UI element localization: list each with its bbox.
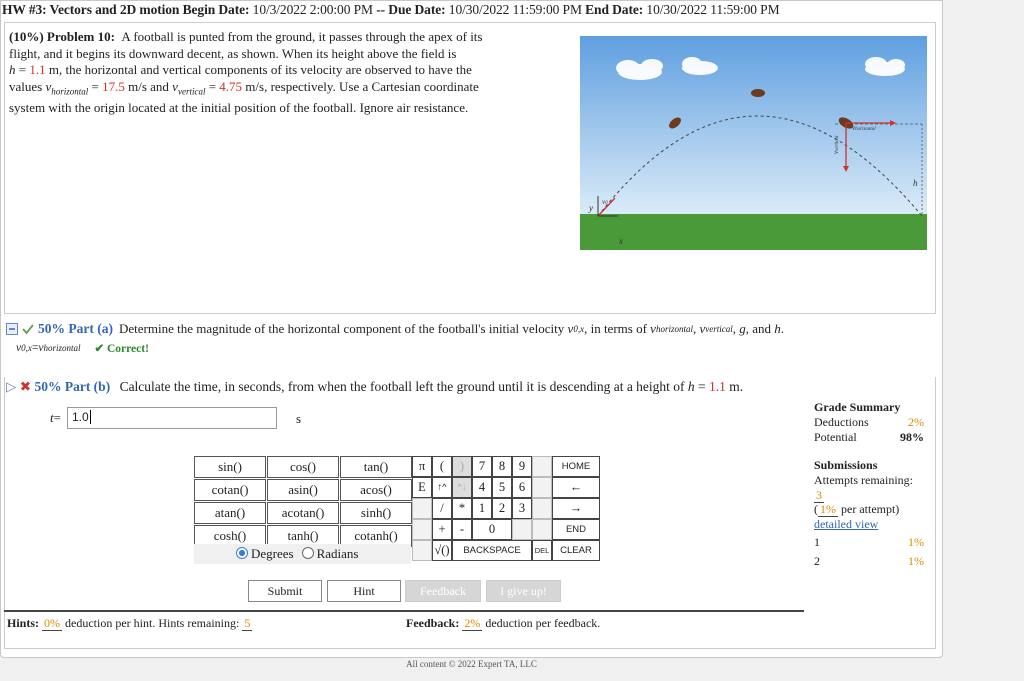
answer-row: t = 1.0 — [50, 406, 277, 430]
svg-text:vvertical: vvertical — [832, 135, 840, 154]
clear-key[interactable]: CLEAR — [552, 540, 600, 561]
pad-spacer — [412, 498, 432, 519]
problem-container — [4, 22, 936, 314]
cosh-button[interactable]: cosh() — [194, 525, 266, 547]
atan-button[interactable]: atan() — [194, 502, 266, 524]
subscript-key[interactable]: ^↓ — [452, 477, 472, 498]
submit-button[interactable]: Submit — [248, 580, 322, 602]
part-a-answer: v 0,x = v horizontal ✔ Correct! — [16, 342, 149, 355]
give-up-button[interactable]: I give up! — [486, 580, 561, 602]
cross-icon: ✖ — [19, 379, 32, 394]
pad-spacer — [412, 519, 432, 540]
multiply-key[interactable]: * — [452, 498, 472, 519]
svg-text:y: y — [589, 203, 593, 213]
hints-bar: Hints: 0% deduction per hint. Hints remaining: 5 — [4, 610, 404, 646]
detailed-view-link[interactable]: detailed view — [814, 516, 879, 531]
feedback-bar: Feedback: 2% deduction per feedback. — [404, 610, 804, 646]
degrees-radio[interactable]: Degrees — [236, 546, 294, 562]
svg-text:vhorizontal: vhorizontal — [852, 124, 876, 132]
expand-icon[interactable]: ▷ — [6, 379, 17, 394]
cotan-button[interactable]: cotan() — [194, 479, 266, 501]
pad-spacer — [512, 519, 532, 540]
left-arrow-key[interactable]: ← — [552, 477, 600, 498]
key-7[interactable]: 7 — [472, 456, 492, 477]
pad-spacer — [532, 519, 552, 540]
radians-radio[interactable]: Radians — [302, 546, 359, 562]
assignment-header: HW #3: Vectors and 2D motion Begin Date: 10/3/2022 2:00:00 PM -- Due Date: 10/30/2022 11:59:00 PM End Date: 10/30/2022 11:59:00 PM — [2, 2, 780, 17]
pad-spacer — [532, 498, 552, 519]
feedback-button[interactable]: Feedback — [405, 580, 481, 602]
pad-spacer — [532, 477, 552, 498]
minus-key[interactable]: - — [452, 519, 472, 540]
pad-spacer — [412, 540, 432, 561]
key-9[interactable]: 9 — [512, 456, 532, 477]
correct-status: ✔ Correct! — [94, 343, 149, 355]
key-6[interactable]: 6 — [512, 477, 532, 498]
acotan-button[interactable]: acotan() — [267, 502, 339, 524]
backspace-key[interactable]: BACKSPACE — [452, 540, 532, 561]
answer-unit: s — [296, 411, 302, 426]
football-trajectory-figure — [580, 36, 927, 250]
key-3[interactable]: 3 — [512, 498, 532, 519]
key-0[interactable]: 0 — [472, 519, 512, 540]
key-1[interactable]: 1 — [472, 498, 492, 519]
right-arrow-key[interactable]: → — [552, 498, 600, 519]
del-key[interactable]: DEL — [532, 540, 552, 561]
sin-button[interactable]: sin() — [194, 456, 266, 478]
tan-button[interactable]: tan() — [340, 456, 412, 478]
pi-key[interactable]: π — [412, 456, 432, 477]
asin-button[interactable]: asin() — [267, 479, 339, 501]
tanh-button[interactable]: tanh() — [267, 525, 339, 547]
problem-statement: (10%) Problem 10: A football is punted from the ground, it passes through the apex of its flight, and it begins its downward decent, as shown. When its height above the field is h = 1.1 m, the horizontal and vertical components of its velocity are observed to have the values $v_{horizontal} = 17.5$ m/s and $v_{vertical} = 4.75$ m/s, respectively. Use a Cartesian coordinate system with the origin located at the initial position of the football. Ignore air resistance. — [9, 29, 483, 115]
key-4[interactable]: 4 — [472, 477, 492, 498]
plus-key[interactable]: + — [432, 519, 452, 540]
svg-text:h: h — [913, 178, 918, 188]
svg-text:v0: v0 — [602, 198, 608, 206]
sqrt-key[interactable]: √() — [432, 540, 452, 561]
key-8[interactable]: 8 — [492, 456, 512, 477]
cos-button[interactable]: cos() — [267, 456, 339, 478]
collapse-icon[interactable] — [6, 323, 18, 335]
part-b-question: ▷ ✖ 50% Part (b) Calculate the time, in seconds, from when the football left the ground until it is descending at a height of h = 1.1 m. — [6, 379, 744, 394]
close-paren-key[interactable]: ) — [452, 456, 472, 477]
key-2[interactable]: 2 — [492, 498, 512, 519]
end-key[interactable]: END — [552, 519, 600, 540]
part-a-weight: 50% Part (a) — [38, 321, 113, 336]
check-icon — [22, 323, 34, 335]
superscript-key[interactable]: ↑^ — [432, 477, 452, 498]
hint-button[interactable]: Hint — [327, 580, 401, 602]
grade-summary: Grade Summary Deductions 2% Potential 98% Submissions Attempts remaining: 3 ( 1% per attempt) detailed view 1 1% 2 1% — [814, 400, 924, 568]
pad-spacer — [532, 456, 552, 477]
sinh-button[interactable]: sinh() — [340, 502, 412, 524]
function-buttons — [194, 456, 412, 547]
part-a: 50% Part (a) Determine the magnitude of the horizontal component of the football's initial velocity v 0,x , in terms of v horizontal , v vertical , g , and h . v 0,x = v horizontal ✔ Correct! — [6, 321, 926, 365]
keypad — [412, 456, 600, 561]
copyright-footer: All content © 2022 Expert TA, LLC — [406, 659, 537, 669]
cotanh-button[interactable]: cotanh() — [340, 525, 412, 547]
answer-input[interactable]: 1.0 — [67, 407, 277, 429]
angle-mode — [194, 544, 411, 564]
checkmark-icon: ✔ — [94, 343, 105, 355]
acos-button[interactable]: acos() — [340, 479, 412, 501]
divide-key[interactable]: / — [432, 498, 452, 519]
open-paren-key[interactable]: ( — [432, 456, 452, 477]
svg-text:x: x — [619, 236, 623, 246]
e-key[interactable]: E — [412, 477, 432, 498]
key-5[interactable]: 5 — [492, 477, 512, 498]
home-key[interactable]: HOME — [552, 456, 600, 477]
